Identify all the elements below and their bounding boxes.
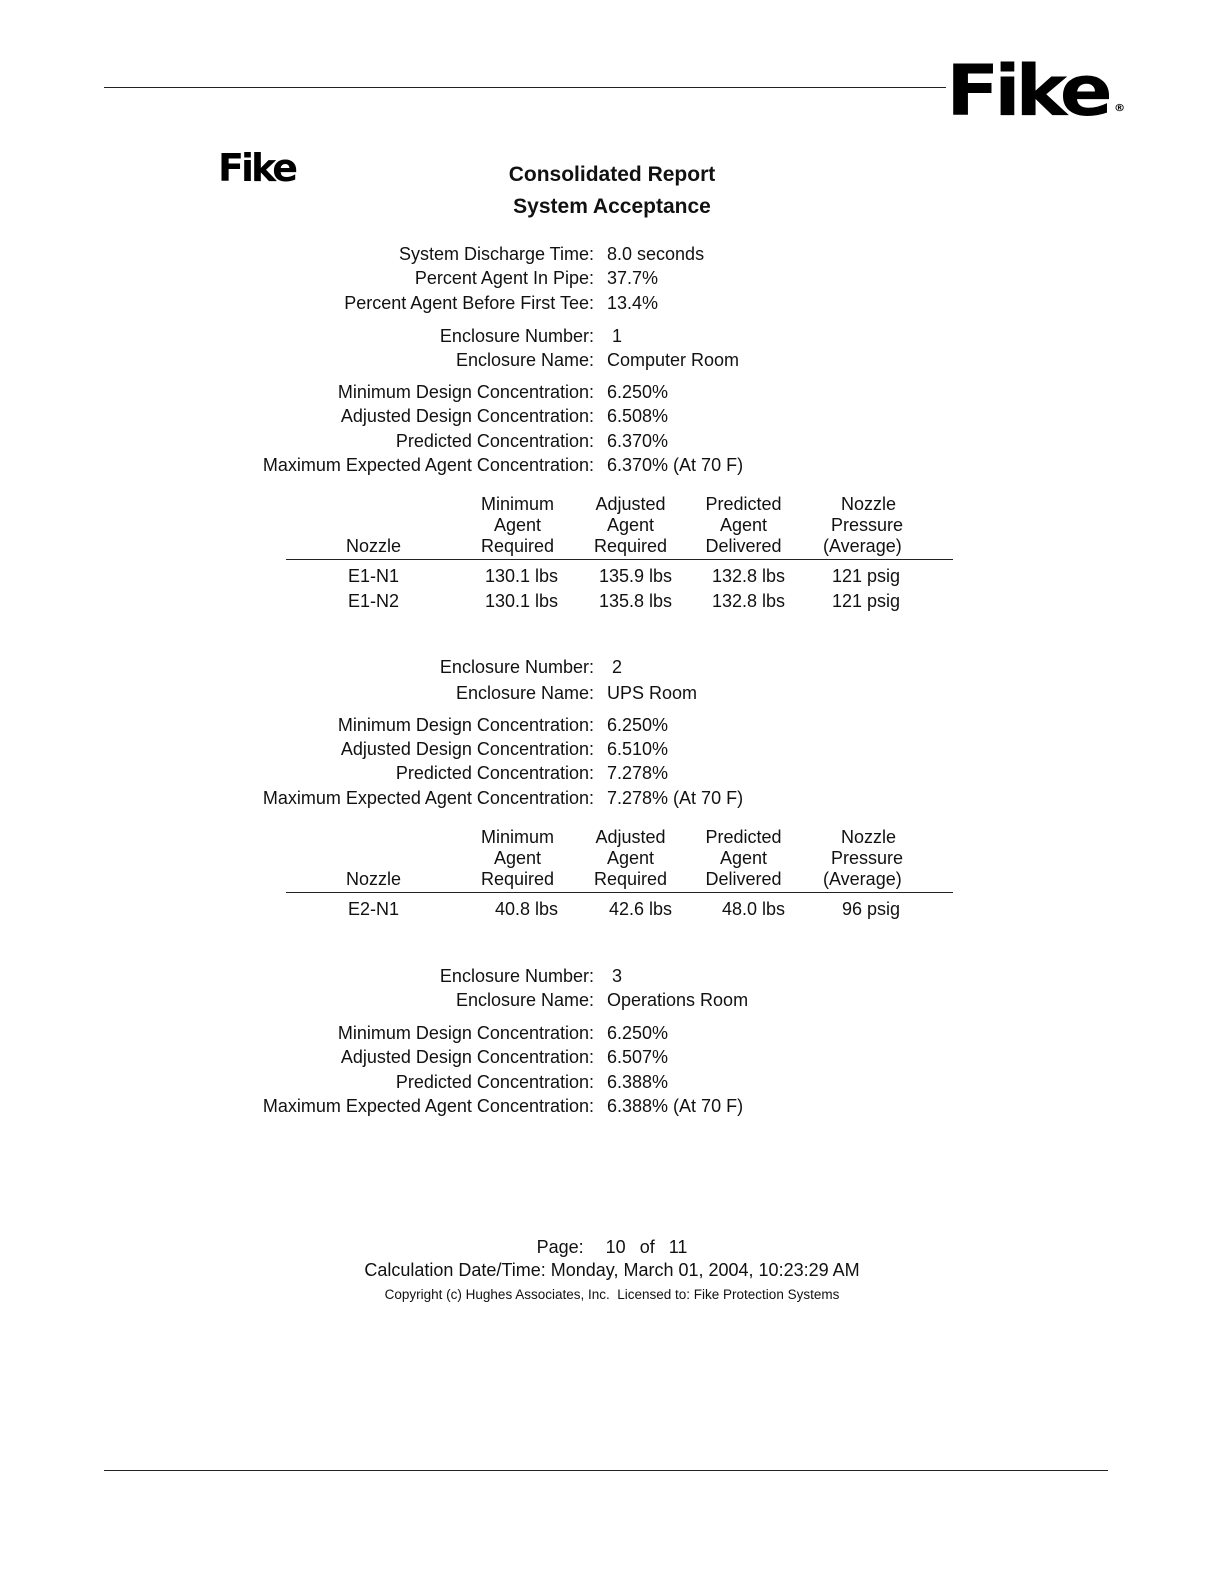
concentration-row: Minimum Design Concentration: 6.250% [337, 715, 669, 735]
concentration-row: Minimum Design Concentration: 6.250% [337, 382, 669, 402]
system-row: Percent Agent Before First Tee: 13.4% [344, 293, 659, 313]
col-predicted: Predicted Agent Delivered [705, 494, 782, 556]
col-minimum: Minimum Agent Required [480, 494, 555, 556]
enclosure-number-row: Enclosure Number: 1 [439, 326, 623, 346]
calculation-datetime: Calculation Date/Time: Monday, March 01, 2004, 10:23:29 AM [364, 1260, 860, 1280]
report-title: Consolidated Report [508, 163, 716, 186]
concentration-row: Predicted Concentration: 6.370% [395, 431, 669, 451]
concentration-row: Predicted Concentration: 7.278% [395, 763, 669, 783]
page-number [0, 1236, 1224, 1258]
col-nozzle: Nozzle [345, 536, 402, 556]
page-current: 10 [605, 1237, 626, 1257]
table-row: E1-N2 130.1 lbs 135.8 lbs 132.8 lbs 121 psig [347, 591, 900, 611]
table-row: E1-N1 130.1 lbs 135.9 lbs 132.8 lbs 121 psig [347, 566, 900, 586]
report-subtitle: System Acceptance [513, 195, 711, 218]
col-adjusted: Adjusted Agent Required [593, 827, 668, 889]
col-pressure: Nozzle Pressure (Average) [823, 494, 904, 556]
enclosure-number-row: Enclosure Number: 2 [439, 657, 623, 677]
concentration-row: Adjusted Design Concentration: 6.507% [340, 1047, 669, 1067]
enclosure-name-row: Enclosure Name: UPS Room [455, 683, 698, 703]
concentration-row: Maximum Expected Agent Concentration: 6.388% (At 70 F) [262, 1096, 744, 1116]
registered-mark: ® [1113, 103, 1126, 114]
concentration-row: Adjusted Design Concentration: 6.510% [340, 739, 669, 759]
concentration-row: Adjusted Design Concentration: 6.508% [340, 406, 669, 426]
col-pressure: Nozzle Pressure (Average) [823, 827, 904, 889]
system-row: System Discharge Time: 8.0 seconds [398, 244, 705, 264]
col-adjusted: Adjusted Agent Required [593, 494, 668, 556]
nozzle-table [286, 494, 953, 614]
col-nozzle: Nozzle [345, 869, 402, 889]
concentration-row: Maximum Expected Agent Concentration: 7.278% (At 70 F) [262, 788, 744, 808]
report-fike-logo: Fike [218, 146, 296, 190]
nozzle-table-header [286, 494, 953, 560]
header-rule [104, 87, 946, 88]
page-label: Page: [536, 1237, 584, 1257]
table-row: E2-N1 40.8 lbs 42.6 lbs 48.0 lbs 96 psig [347, 899, 900, 919]
page-of: of [639, 1237, 655, 1257]
copyright: Copyright (c) Hughes Associates, Inc. Licensed to: Fike Protection Systems [384, 1287, 840, 1302]
footer-rule [104, 1470, 1108, 1471]
concentration-row: Minimum Design Concentration: 6.250% [337, 1023, 669, 1043]
enclosure-name-row: Enclosure Name: Computer Room [455, 350, 740, 370]
concentration-row: Predicted Concentration: 6.388% [395, 1072, 669, 1092]
fike-logo: Fike ® [946, 50, 1126, 132]
enclosure-name-row: Enclosure Name: Operations Room [455, 990, 749, 1010]
enclosure-number-row: Enclosure Number: 3 [439, 966, 623, 986]
nozzle-table [286, 827, 953, 922]
nozzle-table-header [286, 827, 953, 893]
col-minimum: Minimum Agent Required [480, 827, 555, 889]
concentration-row: Maximum Expected Agent Concentration: 6.370% (At 70 F) [262, 455, 744, 475]
system-row: Percent Agent In Pipe: 37.7% [414, 268, 659, 288]
page-total: 11 [668, 1237, 688, 1257]
col-predicted: Predicted Agent Delivered [705, 827, 782, 889]
